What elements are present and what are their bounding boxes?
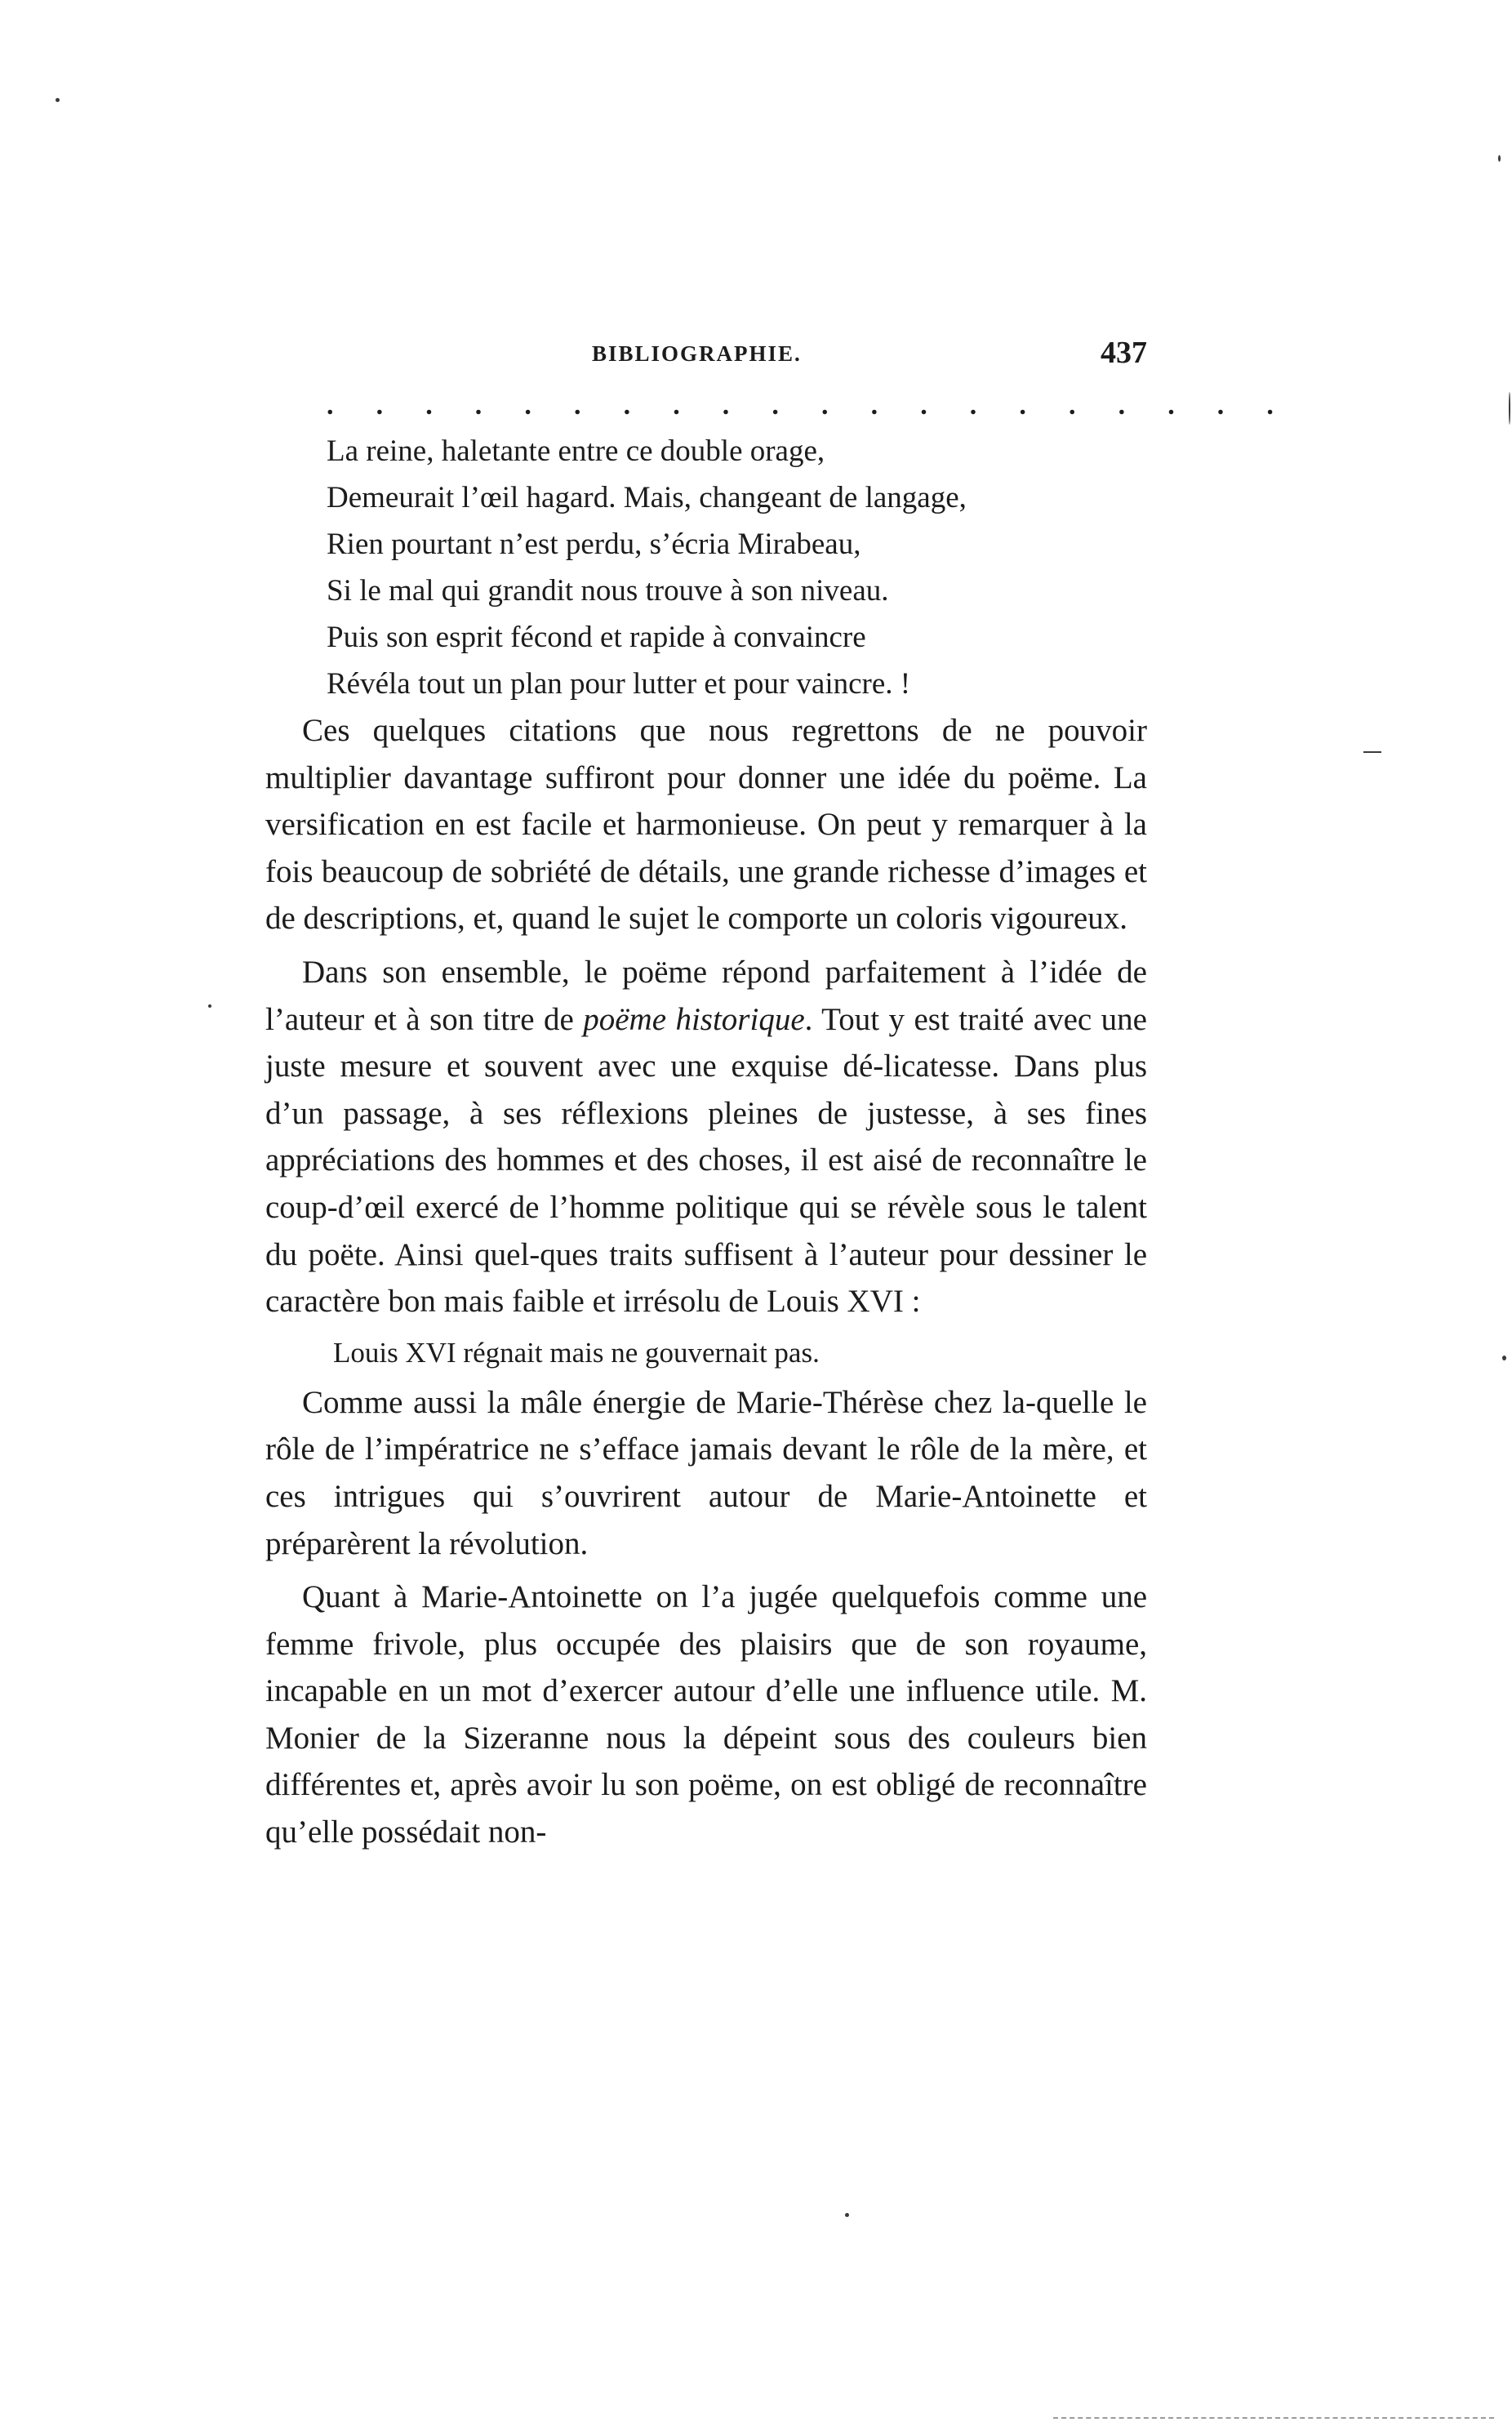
verse-quote-louis-xvi: Louis XVI régnait mais ne gouvernait pas. [333,1336,820,1369]
scan-speck [208,1004,211,1008]
verse-quotation [327,428,1110,707]
paragraph-ensemble-end: . Tout y est traité avec une juste mesure et souvent avec une exquise dé-licatesse. Dans plus d’un passage, à ses réflexions pleines de justesse, à ses fines appréciations des hommes et des choses, il est aisé de reconnaître le coup-d’œil exercé de l’homme politique qui se révèle sous le talent du poëte. Ainsi quel-ques traits suffisent à l’auteur pour dessiner le caractère bon mais faible et irrésolu de Louis XVI : [265,1001,1147,1320]
scan-speck [1498,155,1501,162]
paragraph-ensemble-start: Dans son ensemble, le poëme répond parfaitement à l’idée de l’auteur et à son titre de [265,954,1147,1037]
paragraph-marie-antoinette: Quant à Marie-Antoinette on l’a jugée quelquefois comme une femme frivole, plus occupée des plaisirs que de son royaume, incapable en un mot d’exercer autour d’elle une influence utile. M. Monier de la Sizeranne nous la dépeint sous des couleurs bien différentes et, après avoir lu son poëme, on est obligé de reconnaître qu’elle possédait non- [265,1579,1147,1850]
running-head [265,335,1147,376]
scan-speck [1502,1356,1506,1360]
verse-line: La reine, haletante entre ce double orage, [327,434,825,468]
verse-line: Puis son esprit fécond et rapide à convaincre [327,621,866,654]
page-number: 437 [1101,336,1147,370]
verse-line: Si le mal qui grandit nous trouve à son niveau. [327,574,889,608]
body-text [265,707,1147,1863]
running-title: BIBLIOGRAPHIE. [592,341,802,366]
paragraph-ensemble [265,949,1147,1325]
scan-speck [845,2213,849,2217]
verse-ellipsis: . . . . . . . . . . . . . . . . . . . . [327,390,1292,421]
verse-line: Rien pourtant n’est perdu, s’écria Mirabeau, [327,528,861,561]
scan-speck [1363,751,1381,753]
verse-line: Demeurait l’œil hagard. Mais, changeant de langage, [327,481,967,514]
scan-speck [56,98,60,102]
paragraph-citations: Ces quelques citations que nous regrettons de ne pouvoir multiplier davantage suffiront pour donner une idée du poëme. La versification en est facile et harmonieuse. On peut y remarquer à la fois beaucoup de sobriété de détails, une grande richesse d’images et de descriptions, et, quand le sujet le comporte un coloris vigoureux. [265,713,1147,937]
scan-edge-rule [1053,2417,1494,2419]
scan-speck [1509,392,1510,425]
paragraph-marie-therese: Comme aussi la mâle énergie de Marie-Thérèse chez la-quelle le rôle de l’impératrice ne s’efface jamais devant le rôle de la mère, et ces intrigues qui s’ouvrirent autour de Marie-Antoinette et préparèrent la révolution. [265,1384,1147,1561]
italic-poeme-historique: poëme historique [583,1001,805,1037]
verse-line: Révéla tout un plan pour lutter et pour vaincre. ! [327,667,911,701]
